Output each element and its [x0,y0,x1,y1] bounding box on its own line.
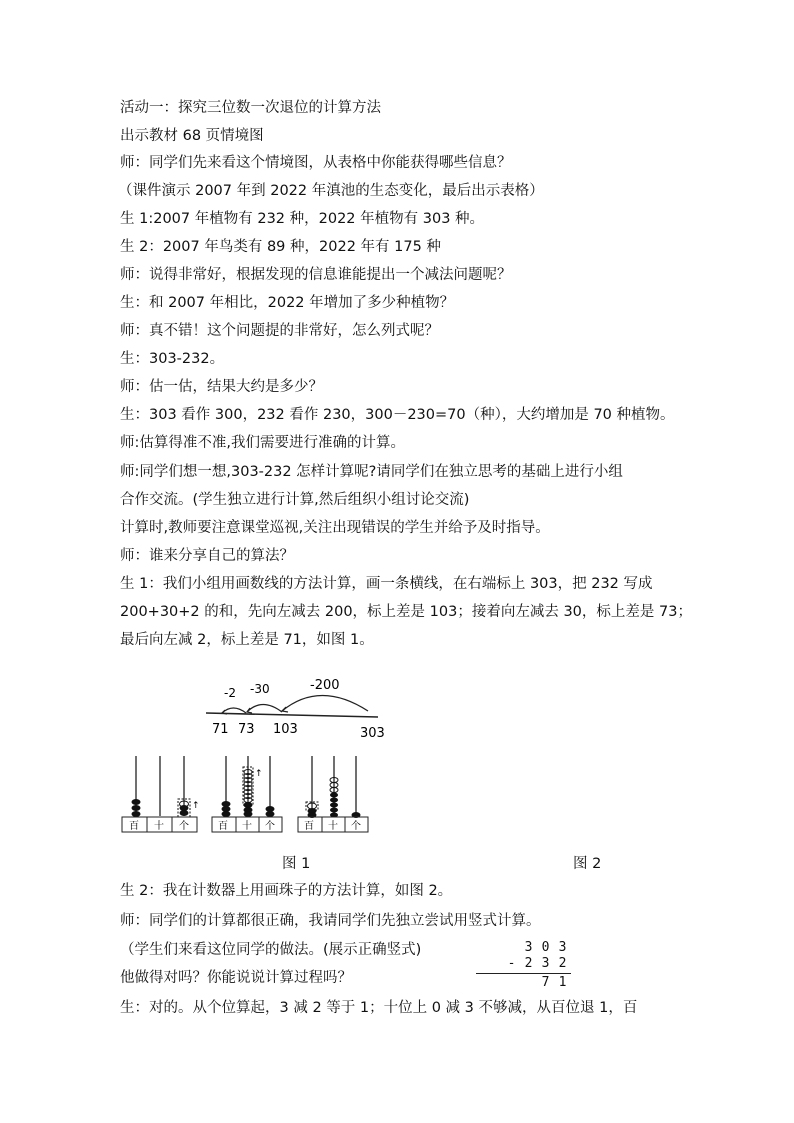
abacus-1 [122,756,200,832]
text-line: 生：303-232。 [120,351,225,367]
abacus-figures [118,752,378,834]
jump-label-2: -2 [224,686,236,700]
svg-text:↑: ↑ [192,801,200,811]
number-line [206,713,378,717]
text-line: 师：同学们的计算都很正确，我请同学们先独立尝试用竖式计算。 [120,913,541,929]
text-line: 最后向左减 2，标上差是 71，如图 1。 [120,632,374,648]
text-line: 师:同学们想一想,303-232 怎样计算呢?请同学们在独立思考的基础上进行小组 [120,464,623,480]
abacus-3 [298,756,368,832]
text-line: （课件演示 2007 年到 2022 年滇池的生态变化，最后出示表格） [118,183,544,199]
svg-text:百: 百 [129,821,139,832]
text-line: 200+30+2 的和，先向左减去 200，标上差是 103；接着向左减去 30，标上差是 73； [120,604,692,620]
svg-text:十: 十 [154,821,164,832]
text-line: 师:估算得准不准,我们需要进行准确的计算。 [120,435,405,451]
jump-label-200: -200 [310,678,340,693]
text-line: 生：对的。从个位算起，3 减 2 等于 1；十位上 0 减 3 不够减，从百位退 1，百 [120,1000,638,1016]
result-row: 7 1 [541,975,567,990]
svg-text:十: 十 [328,821,338,832]
minuend-row: 3 0 3 [524,940,567,955]
svg-text:个: 个 [265,821,275,832]
text-line: （学生们来看这位同学的做法。(展示正确竖式) [120,942,422,958]
jump-label-30: -30 [250,682,270,696]
tick-label-103: 103 [273,722,298,737]
jump-arc-30 [247,705,282,713]
tick-label-71: 71 [212,722,229,737]
text-line: 师：谁来分享自己的算法？ [120,548,294,564]
tick-label-73: 73 [238,722,255,737]
tick-label-303: 303 [360,726,385,741]
svg-text:个: 个 [351,821,361,832]
text-line: 生 2：2007 年鸟类有 89 种，2022 年有 175 种 [120,239,441,255]
vertical-subtraction [476,940,571,991]
text-line: 生：303 看作 300，232 看作 230，300－230=70（种），大约增加是 70 种植物。 [120,407,675,423]
text-line: 师：估一估，结果大约是多少？ [120,379,323,395]
svg-text:↑: ↑ [255,769,263,779]
abacus-2 [212,756,282,832]
text-line: 生：和 2007 年相比，2022 年增加了多少种植物？ [120,295,455,311]
figure-2-caption: 图 2 [573,856,602,872]
text-line: 他做得对吗？你能说说计算过程吗？ [120,970,352,986]
number-line-figure [200,675,390,743]
text-line: 生 2：我在计数器上用画珠子的方法计算，如图 2。 [120,883,453,899]
subtrahend-row: - 2 3 2 [507,956,567,971]
text-line: 师：说得非常好，根据发现的信息谁能提出一个减法问题呢？ [120,267,512,283]
text-line: 出示教材 68 页情境图 [120,128,264,144]
text-line: 师：真不错！这个问题提的非常好，怎么列式呢？ [120,323,439,339]
text-line: 生 1:2007 年植物有 232 种，2022 年植物有 303 种。 [120,211,485,227]
svg-text:百: 百 [218,821,228,832]
text-line: 师：同学们先来看这个情境图，从表格中你能获得哪些信息？ [120,155,512,171]
text-line: 活动一：探究三位数一次退位的计算方法 [120,100,381,116]
text-line: 计算时,教师要注意课堂巡视,关注出现错误的学生并给予及时指导。 [120,520,550,536]
svg-text:百: 百 [304,821,314,832]
jump-arc-200 [282,696,368,712]
figure-1-caption: 图 1 [282,856,311,872]
text-line: 合作交流。(学生独立进行计算,然后组织小组讨论交流) [120,492,470,508]
text-line: 生 1：我们小组用画数线的方法计算，画一条横线，在右端标上 303，把 232 写成 [120,576,653,592]
svg-text:个: 个 [179,821,189,832]
jump-arc-2 [222,708,246,713]
sum-rule [476,973,571,974]
svg-text:十: 十 [242,821,252,832]
